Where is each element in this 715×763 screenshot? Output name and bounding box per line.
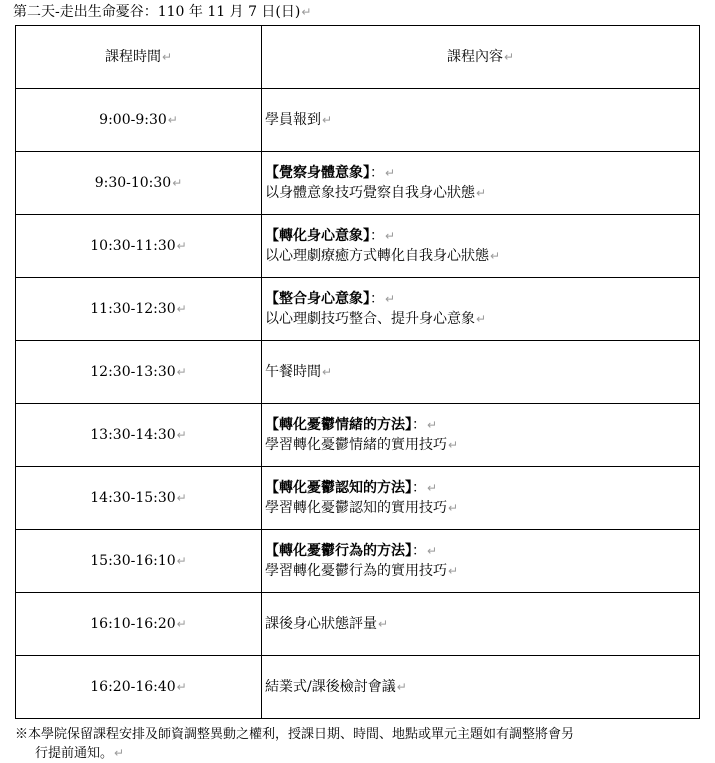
table-row <box>16 215 700 278</box>
return-mark-icon: ↵ <box>114 746 125 760</box>
return-mark-icon: ↵ <box>322 365 333 379</box>
schedule-time-cell <box>16 593 262 656</box>
schedule-content-cell <box>262 593 700 656</box>
table-row <box>16 593 700 656</box>
table-row <box>16 152 700 215</box>
return-mark-icon: ↵ <box>176 491 187 505</box>
return-mark-icon: ↵ <box>490 249 501 263</box>
topic-line: 【轉化身心意象】：↵ <box>265 228 396 244</box>
schedule-table <box>15 25 700 719</box>
schedule-time-cell <box>16 404 262 467</box>
schedule-time: 14:30-15:30 <box>90 490 176 506</box>
desc-line <box>265 246 699 266</box>
schedule-time: 12:30-13:30 <box>90 364 176 380</box>
footnote-line-2: 行提前通知。↵ <box>35 746 125 761</box>
return-mark-icon: ↵ <box>385 229 396 243</box>
desc-line <box>265 435 699 455</box>
return-mark-icon: ↵ <box>161 50 173 64</box>
return-mark-icon: ↵ <box>172 176 183 190</box>
desc-line <box>265 183 699 203</box>
schedule-content-cell <box>262 404 700 467</box>
session-topic: 【轉化憂鬱情緒的方法】 <box>265 417 412 433</box>
session-text: 午餐時間 <box>265 364 321 380</box>
return-mark-icon: ↵ <box>476 186 487 200</box>
schedule-time: 9:00-9:30 <box>99 112 167 128</box>
return-mark-icon: ↵ <box>176 617 187 631</box>
return-mark-icon: ↵ <box>427 481 438 495</box>
return-mark-icon: ↵ <box>385 166 396 180</box>
session-text: 結業式/課後檢討會議 <box>265 679 396 695</box>
schedule-content-cell <box>262 152 700 215</box>
table-row <box>16 404 700 467</box>
schedule-content-cell <box>262 215 700 278</box>
schedule-time: 16:10-16:20 <box>90 616 176 632</box>
return-mark-icon: ↵ <box>176 428 187 442</box>
schedule-content-cell <box>262 278 700 341</box>
table-row <box>16 656 700 719</box>
schedule-time-cell <box>16 278 262 341</box>
table-row <box>16 278 700 341</box>
schedule-time-cell <box>16 656 262 719</box>
table-row <box>16 89 700 152</box>
session-description: 以心理劇技巧整合、提升身心意象 <box>265 311 475 327</box>
schedule-time-cell <box>16 152 262 215</box>
return-mark-icon: ↵ <box>301 5 312 19</box>
schedule-time-cell <box>16 467 262 530</box>
table-row <box>16 530 700 593</box>
session-topic: 【覺察身體意象】 <box>265 165 370 181</box>
desc-line <box>265 498 699 518</box>
return-mark-icon: ↵ <box>448 501 459 515</box>
return-mark-icon: ↵ <box>167 113 178 127</box>
topic-line: 【轉化憂鬱情緒的方法】：↵ <box>265 417 438 433</box>
schedule-time: 9:30-10:30 <box>94 175 172 191</box>
return-mark-icon: ↵ <box>396 680 407 694</box>
schedule-content-cell <box>262 467 700 530</box>
session-description: 以身體意象技巧覺察自我身心狀態 <box>265 185 475 201</box>
session-topic: 【轉化憂鬱行為的方法】 <box>265 543 412 559</box>
schedule-time: 16:20-16:40 <box>90 679 176 695</box>
return-mark-icon: ↵ <box>176 239 187 253</box>
return-mark-icon: ↵ <box>176 680 187 694</box>
topic-line: 【整合身心意象】：↵ <box>265 291 396 307</box>
return-mark-icon: ↵ <box>385 292 396 306</box>
schedule-time-cell <box>16 530 262 593</box>
schedule-time-cell <box>16 89 262 152</box>
session-description: 學習轉化憂鬱行為的實用技巧 <box>265 563 447 579</box>
header-time: 課程時間↵ <box>16 26 262 89</box>
schedule-time: 15:30-16:10 <box>90 553 176 569</box>
schedule-content-cell <box>262 656 700 719</box>
session-topic: 【轉化憂鬱認知的方法】 <box>265 480 412 496</box>
plain-line <box>265 362 699 382</box>
schedule-time-cell <box>16 215 262 278</box>
table-row <box>16 467 700 530</box>
schedule-time: 11:30-12:30 <box>90 301 176 317</box>
return-mark-icon: ↵ <box>448 438 459 452</box>
return-mark-icon: ↵ <box>448 564 459 578</box>
schedule-time: 10:30-11:30 <box>90 238 176 254</box>
header-content: 課程內容↵ <box>262 26 700 89</box>
session-text: 學員報到 <box>265 112 321 128</box>
schedule-content-cell <box>262 530 700 593</box>
return-mark-icon: ↵ <box>476 312 487 326</box>
topic-line: 【覺察身體意象】：↵ <box>265 165 396 181</box>
return-mark-icon: ↵ <box>503 50 515 64</box>
footnote-line-1: ※本學院保留課程安排及師資調整異動之權利，授課日期、時間、地點或單元主題如有調整將會另 <box>15 727 575 742</box>
topic-line: 【轉化憂鬱認知的方法】：↵ <box>265 480 438 496</box>
footnote <box>15 725 705 763</box>
return-mark-icon: ↵ <box>176 365 187 379</box>
return-mark-icon: ↵ <box>176 302 187 316</box>
table-header-row <box>16 26 700 89</box>
schedule-time: 13:30-14:30 <box>90 427 176 443</box>
session-description: 學習轉化憂鬱情緒的實用技巧 <box>265 437 447 453</box>
return-mark-icon: ↵ <box>378 617 389 631</box>
session-topic: 【轉化身心意象】 <box>265 228 370 244</box>
title-text: 第二天-走出生命憂谷：110 年 11 月 7 日(日) <box>13 4 301 20</box>
return-mark-icon: ↵ <box>176 554 187 568</box>
return-mark-icon: ↵ <box>427 544 438 558</box>
schedule-content-cell <box>262 89 700 152</box>
session-text: 課後身心狀態評量 <box>265 616 377 632</box>
plain-line <box>265 614 699 634</box>
schedule-content-cell <box>262 341 700 404</box>
return-mark-icon: ↵ <box>322 113 333 127</box>
desc-line <box>265 309 699 329</box>
session-topic: 【整合身心意象】 <box>265 291 370 307</box>
table-row <box>16 341 700 404</box>
plain-line <box>265 677 699 697</box>
session-description: 以心理劇療癒方式轉化自我身心狀態 <box>265 248 489 264</box>
desc-line <box>265 561 699 581</box>
plain-line <box>265 110 699 130</box>
topic-line: 【轉化憂鬱行為的方法】：↵ <box>265 543 438 559</box>
page-title <box>13 3 311 21</box>
session-description: 學習轉化憂鬱認知的實用技巧 <box>265 500 447 516</box>
schedule-time-cell <box>16 341 262 404</box>
return-mark-icon: ↵ <box>427 418 438 432</box>
